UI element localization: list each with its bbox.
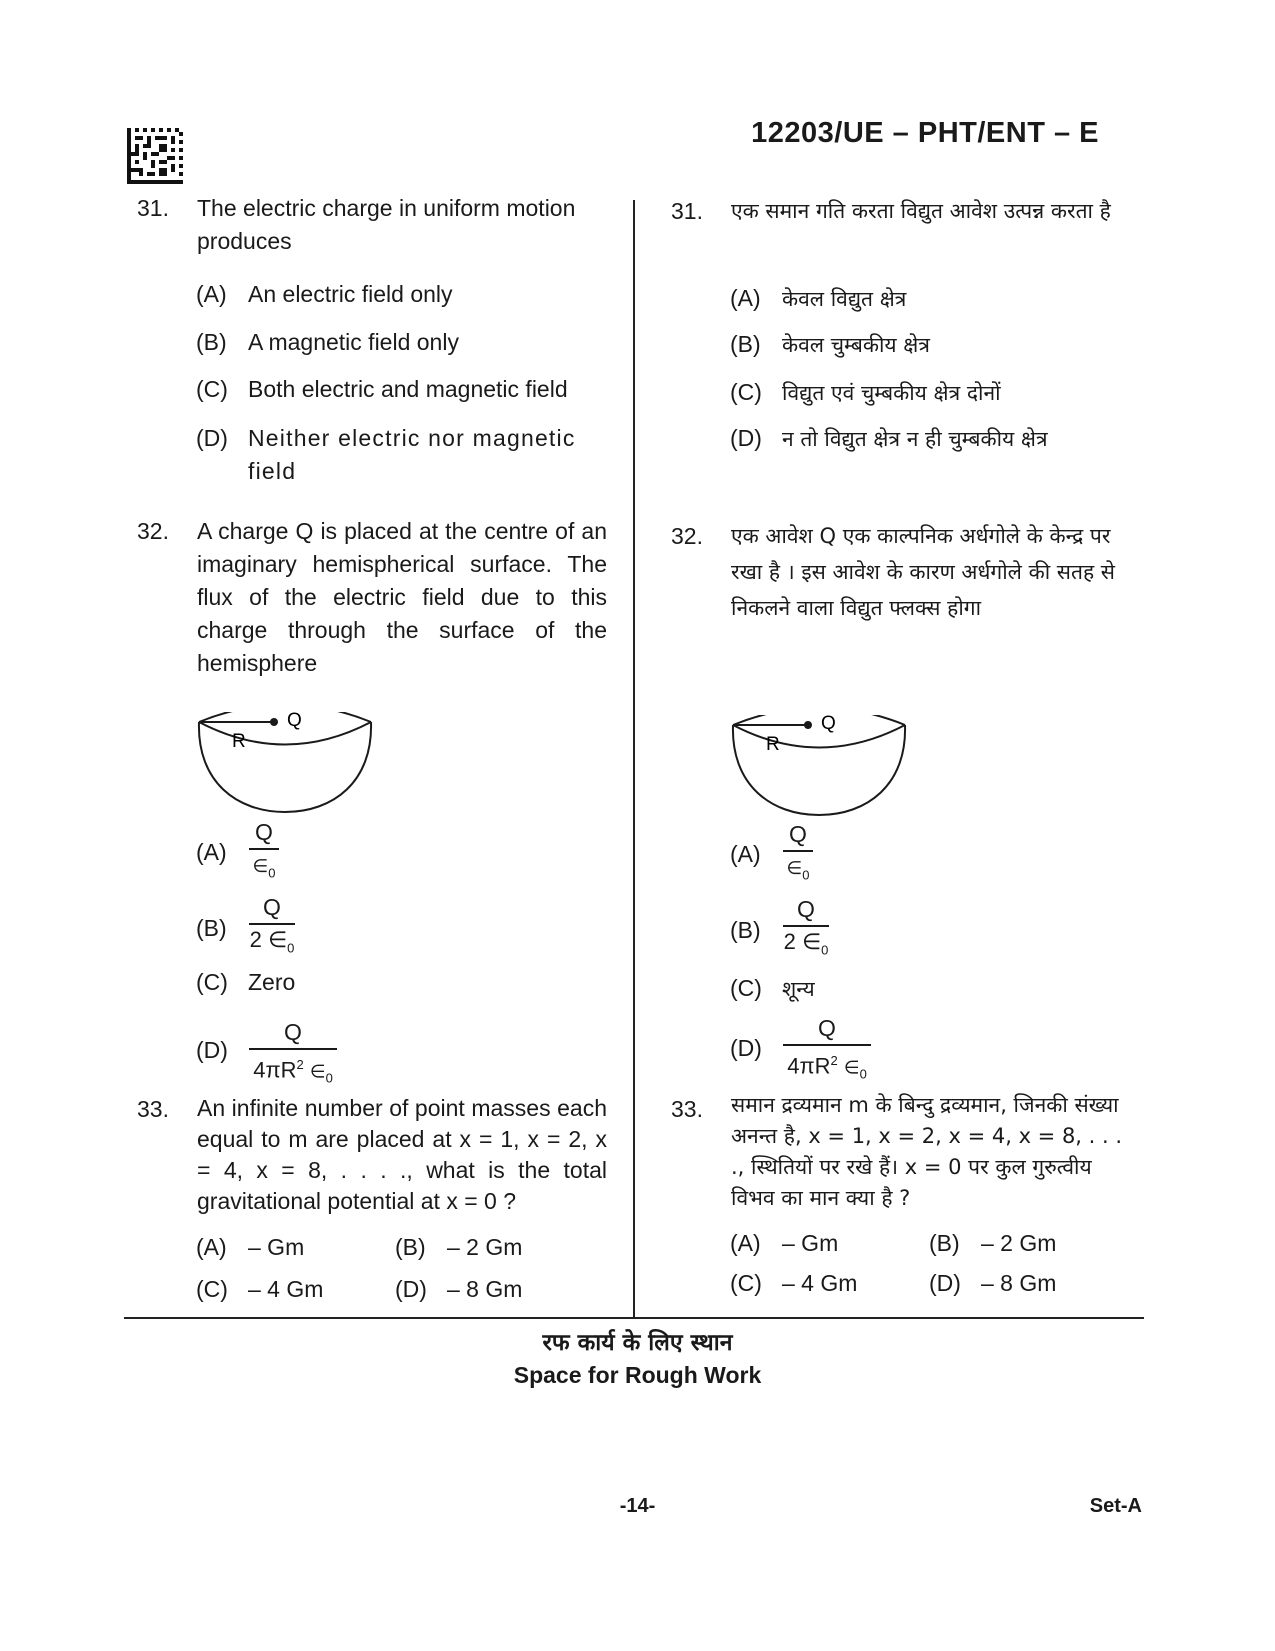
option-b: (B) A magnetic field only: [196, 329, 459, 355]
option-d-fraction: Q $4\pi R^2$ $\in_0$: [783, 1014, 871, 1087]
option-d: (D) Neither electric nor magnetic field: [196, 425, 576, 484]
footer-divider: [124, 1317, 1144, 1319]
option-a: (A) – Gm: [730, 1230, 839, 1256]
hindi-column: [671, 0, 1151, 1310]
radius-label: R: [766, 734, 780, 755]
option-b-fraction: Q 2 $\in_0$: [249, 894, 295, 955]
question-text: A charge Q is placed at the centre of an imaginary hemispherical surface. The flux of the electric field due to this charge through the surface of the hemisphere: [197, 518, 607, 676]
option-a-label: (A): [730, 841, 761, 867]
paper-code: 12203/UE – PHT/ENT – E: [751, 117, 1099, 149]
question-number: 33.: [137, 1096, 169, 1122]
option-c: (C) Zero: [196, 969, 296, 995]
option-d-fraction: Q $4\pi R^2$ $\in_0$: [249, 1018, 337, 1091]
rough-work-title: Space for Rough Work: [513, 1362, 762, 1388]
option-a: (A) केवल विद्युत क्षेत्र: [730, 285, 907, 311]
option-d: (D) न तो विद्युत क्षेत्र न ही चुम्बकीय क्षेत्र: [730, 425, 1048, 451]
option-b: (B) – 2 Gm: [395, 1234, 523, 1260]
option-d-label: (D): [730, 1035, 762, 1061]
column-divider: [633, 200, 635, 1318]
option-b-label: (B): [196, 915, 227, 941]
option-a: (A) An electric field only: [196, 281, 453, 307]
question-text: The electric charge in uniform motion produces: [197, 195, 576, 254]
option-c: (C) – 4 Gm: [196, 1276, 324, 1302]
option-c: (C) – 4 Gm: [730, 1270, 858, 1296]
option-d: (D) – 8 Gm: [395, 1276, 523, 1302]
option-d: (D) – 8 Gm: [929, 1270, 1057, 1296]
question-number: 32.: [137, 518, 169, 544]
option-c: (C) Both electric and magnetic field: [196, 376, 568, 402]
set-label: Set-A: [1089, 1495, 1142, 1517]
question-text: एक समान गति करता विद्युत आवेश उत्पन्न करता है: [731, 199, 1111, 223]
option-a-fraction: Q $\in_0$: [783, 820, 813, 888]
option-d-label: (D): [196, 1037, 228, 1063]
hemisphere-diagram: [197, 712, 373, 822]
page-number: -14-: [619, 1495, 656, 1517]
rough-work-title-hindi: रफ कार्य के लिए स्थान: [542, 1330, 733, 1356]
option-b-fraction: Q 2 $\in_0$: [783, 896, 829, 957]
option-b-label: (B): [730, 917, 761, 943]
radius-label: R: [232, 731, 246, 752]
question-number: 33.: [671, 1096, 703, 1122]
question-number: 32.: [671, 523, 703, 549]
hemisphere-diagram: [731, 715, 907, 825]
question-number: 31.: [137, 195, 169, 221]
question-text: An infinite number of point masses each equal to m are placed at x = 1, x = 2, x = 4, x = 8, . . . ., what is the total gravitational potential at x = 0 ?: [197, 1095, 607, 1214]
option-a-label: (A): [196, 839, 227, 865]
question-text: समान द्रव्यमान m के बिन्दु द्रव्यमान, जिनकी संख्या अनन्त है, x = 1, x = 2, x = 4, x = 8, . . . ., स्थितियों पर रखे हैं। x = 0 पर कुल गुरुत्वीय विभव का मान क्या है ?: [731, 1093, 1123, 1210]
charge-label: Q: [287, 712, 302, 731]
english-column: [137, 0, 607, 1310]
option-a: (A) – Gm: [196, 1234, 305, 1260]
option-b: (B) केवल चुम्बकीय क्षेत्र: [730, 331, 930, 357]
charge-label: Q: [821, 715, 836, 734]
question-text: एक आवेश Q एक काल्पनिक अर्धगोले के केन्द्र पर रखा है । इस आवेश के कारण अर्धगोले की सतह से निकलने वाला विद्युत फ्लक्स होगा: [731, 524, 1115, 620]
question-number: 31.: [671, 198, 703, 224]
option-c: (C) विद्युत एवं चुम्बकीय क्षेत्र दोनों: [730, 379, 1001, 405]
option-a-fraction: Q $\in_0$: [249, 818, 279, 886]
option-b: (B) – 2 Gm: [929, 1230, 1057, 1256]
option-c: (C) शून्य: [730, 975, 815, 1001]
